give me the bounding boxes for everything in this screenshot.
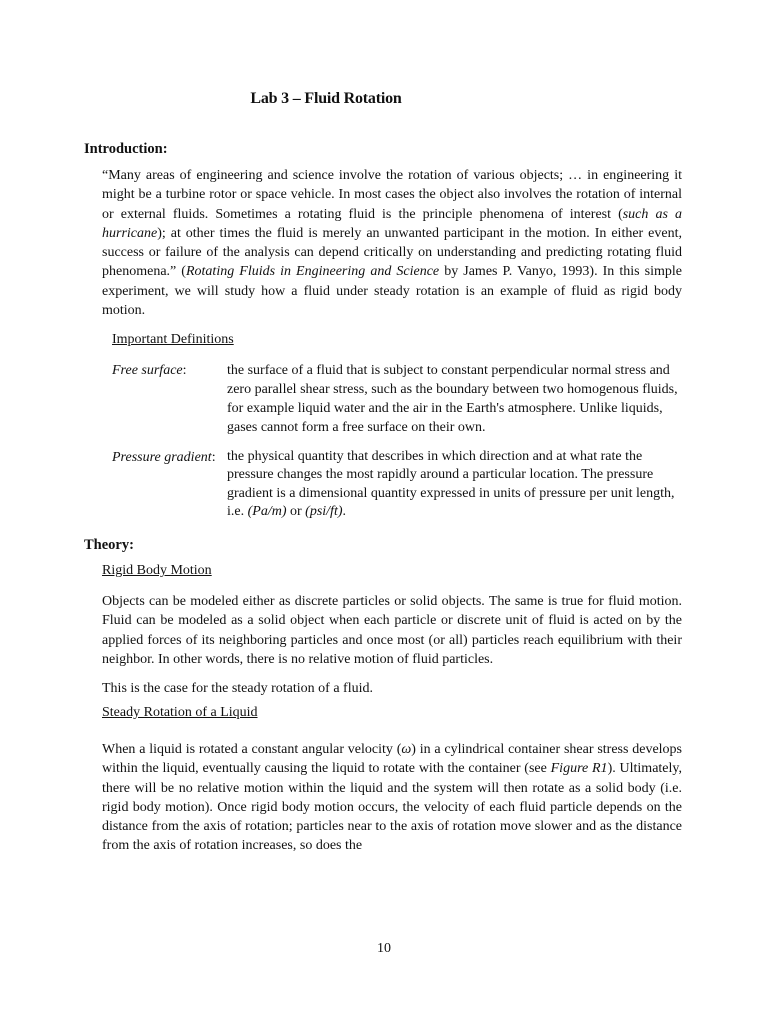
quote-text-2: ); at other times the fluid is merely an unwanted participant in the motion. In either event, success or failure of the analysis can depend critically on understanding and predicting rotating fluid phenomena.” ( bbox=[102, 225, 682, 280]
term-label: Pressure gradient bbox=[112, 450, 212, 465]
period: . bbox=[342, 503, 347, 519]
rigid-body-paragraph: Objects can be modeled either as discrete particles or solid objects. The same is true for fluid motion. Fluid can be modeled as a solid object when each particle or discrete unit of fluid is acted on by the applied forces of its neighboring particles and once most (or all) particles reach equilibrium with their neighbor. In other words, there is no relative motion of fluid particles. bbox=[102, 594, 682, 667]
term-colon: : bbox=[182, 363, 187, 378]
term-label: Free surface bbox=[112, 363, 183, 378]
steady-text-2: ) in a cylindrical container shear stress develops within the liquid, eventually causing the liquid to rotate with the container (see bbox=[102, 742, 683, 777]
introduction-quote bbox=[102, 166, 682, 320]
rigid-body-heading: Rigid Body Motion bbox=[102, 563, 212, 578]
unit-pa-per-m: (Pa/m) bbox=[247, 503, 287, 519]
definition-term-free-surface bbox=[112, 361, 187, 380]
figure-reference: Figure R1 bbox=[550, 761, 608, 777]
page-title: Lab 3 – Fluid Rotation bbox=[250, 90, 402, 107]
steady-text-1: When a liquid is rotated a constant angular velocity ( bbox=[102, 742, 402, 757]
definition-text-pressure-gradient bbox=[227, 448, 682, 521]
or-text: or bbox=[286, 503, 306, 519]
quote-italic-2: Rotating Fluids in Engineering and Science bbox=[185, 264, 440, 280]
definition-term-pressure-gradient bbox=[112, 448, 216, 467]
term-colon: : bbox=[211, 450, 216, 465]
quote-text-3: by James P. Vanyo, 1993). In this simple experiment, we will study how a fluid under steady rotation is an example of fluid as rigid body motion. bbox=[102, 264, 682, 319]
page-number: 10 bbox=[377, 941, 391, 956]
rigid-body-note: This is the case for the steady rotation of a fluid. bbox=[102, 681, 373, 696]
definitions-heading: Important Definitions bbox=[112, 332, 234, 347]
steady-rotation-heading: Steady Rotation of a Liquid bbox=[102, 705, 258, 720]
steady-rotation-paragraph bbox=[102, 740, 682, 856]
theory-heading: Theory: bbox=[84, 537, 134, 553]
steady-text-3: ). Ultimately, there will be no relative motion within the liquid and the system will then rotate as a solid body (i.e. rigid body motion). Once rigid body motion occurs, the velocity of each fluid particle depends on the distance from the axis of rotation; particles near to the axis of rotation move slower and as the distance from the axis of rotation increases, so does the bbox=[102, 761, 682, 854]
quote-text-1: “Many areas of engineering and science involve the rotation of various objects; … in engineering it might be a turbine rotor or space vehicle. In most cases the object also involves the rotation of internal or external fluids. Sometimes a rotating fluid is the principle phenomena of interest ( bbox=[102, 168, 682, 222]
unit-psi-per-ft: (psi/ft) bbox=[305, 503, 343, 519]
definition-text: the physical quantity that describes in which direction and at what rate the pressure changes the most rapidly around a particular location. The pressure gradient is a dimensional quantity expressed in units of pressure per unit length, i.e. bbox=[227, 449, 675, 519]
omega-symbol: ω bbox=[401, 742, 412, 757]
introduction-heading: Introduction: bbox=[84, 141, 168, 157]
quote-italic-1: such as a hurricane bbox=[102, 206, 682, 241]
definition-text-free-surface: the surface of a fluid that is subject to constant perpendicular normal stress and zero parallel shear stress, such as the boundary between two homogenous fluids, for example liquid water and the air in the Earth's atmosphere. Unlike liquids, gases cannot form a free surface on their own. bbox=[227, 363, 678, 435]
